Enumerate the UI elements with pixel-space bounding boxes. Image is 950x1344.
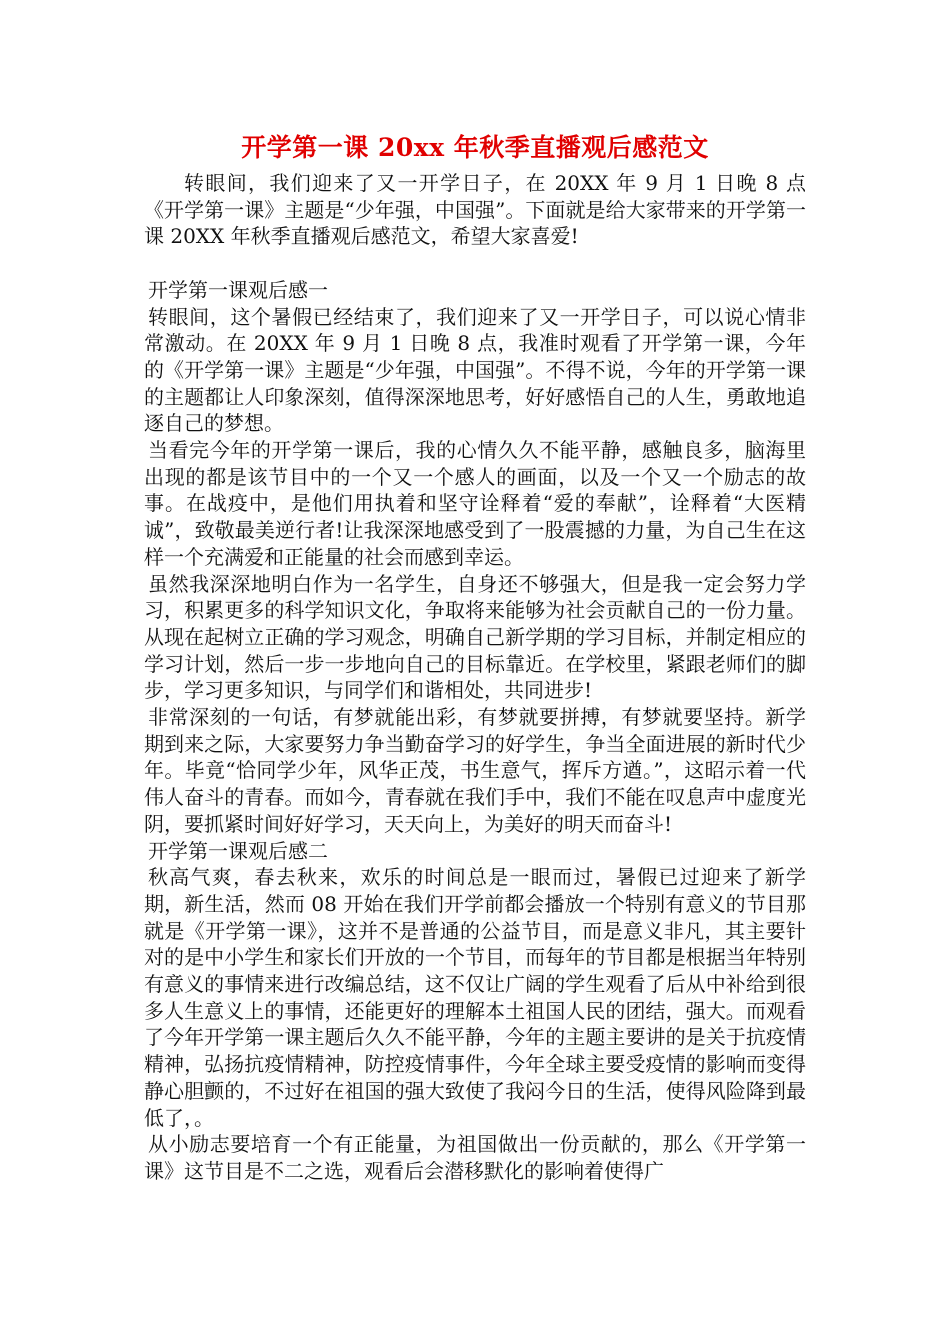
section-1-paragraph-2: 当看完今年的开学第一课后，我的心情久久不能平静，感触良多，脑海里出现的都是该节目中的一个又一个感人的画面，以及一个又一个励志的故事。在战疫中，是他们用执着和坚守诠释着“爱的奉献”，诠释着“大医精诚”，致敬最美逆行者!让我深深地感受到了一股震撼的力量，为自己生在这样一个充满爱和正能量的社会而感到幸运。 <box>144 438 806 569</box>
section-1-paragraph-3: 虽然我深深地明白作为一名学生，自身还不够强大，但是我一定会努力学习，积累更多的科学知识文化，争取将来能够为社会贡献自己的一份力量。从现在起树立正确的学习观念，明确自己新学期的学习目标，并制定相应的学习计划，然后一步一步地向自己的目标靠近。在学校里，紧跟老师们的脚步，学习更多知识，与同学们和谐相处，共同进步! <box>144 571 806 703</box>
intro-paragraph: 转眼间，我们迎来了又一开学日子，在 20XX 年 9 月 1 日晚 8 点《开学第一课》主题是“少年强，中国强”。下面就是给大家带来的开学第一课 20XX 年秋季直播观后感范文，希望大家喜爱! <box>144 171 806 249</box>
section-heading-1: 开学第一课观后感一 <box>148 277 328 302</box>
section-2-paragraph-2: 从小励志要培育一个有正能量，为祖国做出一份贡献的，那么《开学第一课》这节目是不二之选，观看后会潜移默化的影响着使得广 <box>144 1132 806 1183</box>
section-heading-2: 开学第一课观后感二 <box>148 838 328 863</box>
document-content <box>144 128 806 1185</box>
blank-line <box>144 250 806 277</box>
section-2-paragraph-1: 秋高气爽，春去秋来，欢乐的时间总是一眼而过，暑假已过迎来了新学期，新生活，然而 08 开始在我们开学前都会播放一个特别有意义的节目那就是《开学第一课》，这并不是普通的公益节目，而是意义非凡，其主要针对的是中小学生和家长们开放的一个节目，而每年的节目都是根据当年特别有意义的事情来进行改编总结，这不仅让广阔的学生观看了后从中补给到很多人生意义上的事情，还能更好的理解本土祖国人民的团结，强大。而观看了今年开学第一课主题后久久不能平静，今年的主题主要讲的是关于抗疫情精神，弘扬抗疫情精神，防控疫情事件，今年全球主要受疫情的影响而变得静心胆颤的，不过好在祖国的强大致使了我闷今日的生活，使得风险降到最低了，。 <box>144 865 806 1130</box>
document-title: 开学第一课 20xx 年秋季直播观后感范文 <box>241 133 709 162</box>
section-1-paragraph-1: 转眼间，这个暑假已经结束了，我们迎来了又一开学日子，可以说心情非常激动。在 20XX 年 9 月 1 日晚 8 点，我准时观看了开学第一课，今年的《开学第一课》主题是“少年强，中国强”。不得不说，今年的开学第一课的主题都让人印象深刻，值得深深地思考，好好感悟自己的人生，勇敢地追逐自己的梦想。 <box>144 304 806 436</box>
section-1-paragraph-4: 非常深刻的一句话，有梦就能出彩，有梦就要拼搏，有梦就要坚持。新学期到来之际，大家要努力争当勤奋学习的好学生，争当全面进展的新时代少年。毕竟“恰同学少年，风华正茂，书生意气，挥斥方遒。”，这昭示着一代伟人奋斗的青春。而如今，青春就在我们手中，我们不能在叹息声中虚度光阴，要抓紧时间好好学习，天天向上，为美好的明天而奋斗! <box>144 705 806 836</box>
